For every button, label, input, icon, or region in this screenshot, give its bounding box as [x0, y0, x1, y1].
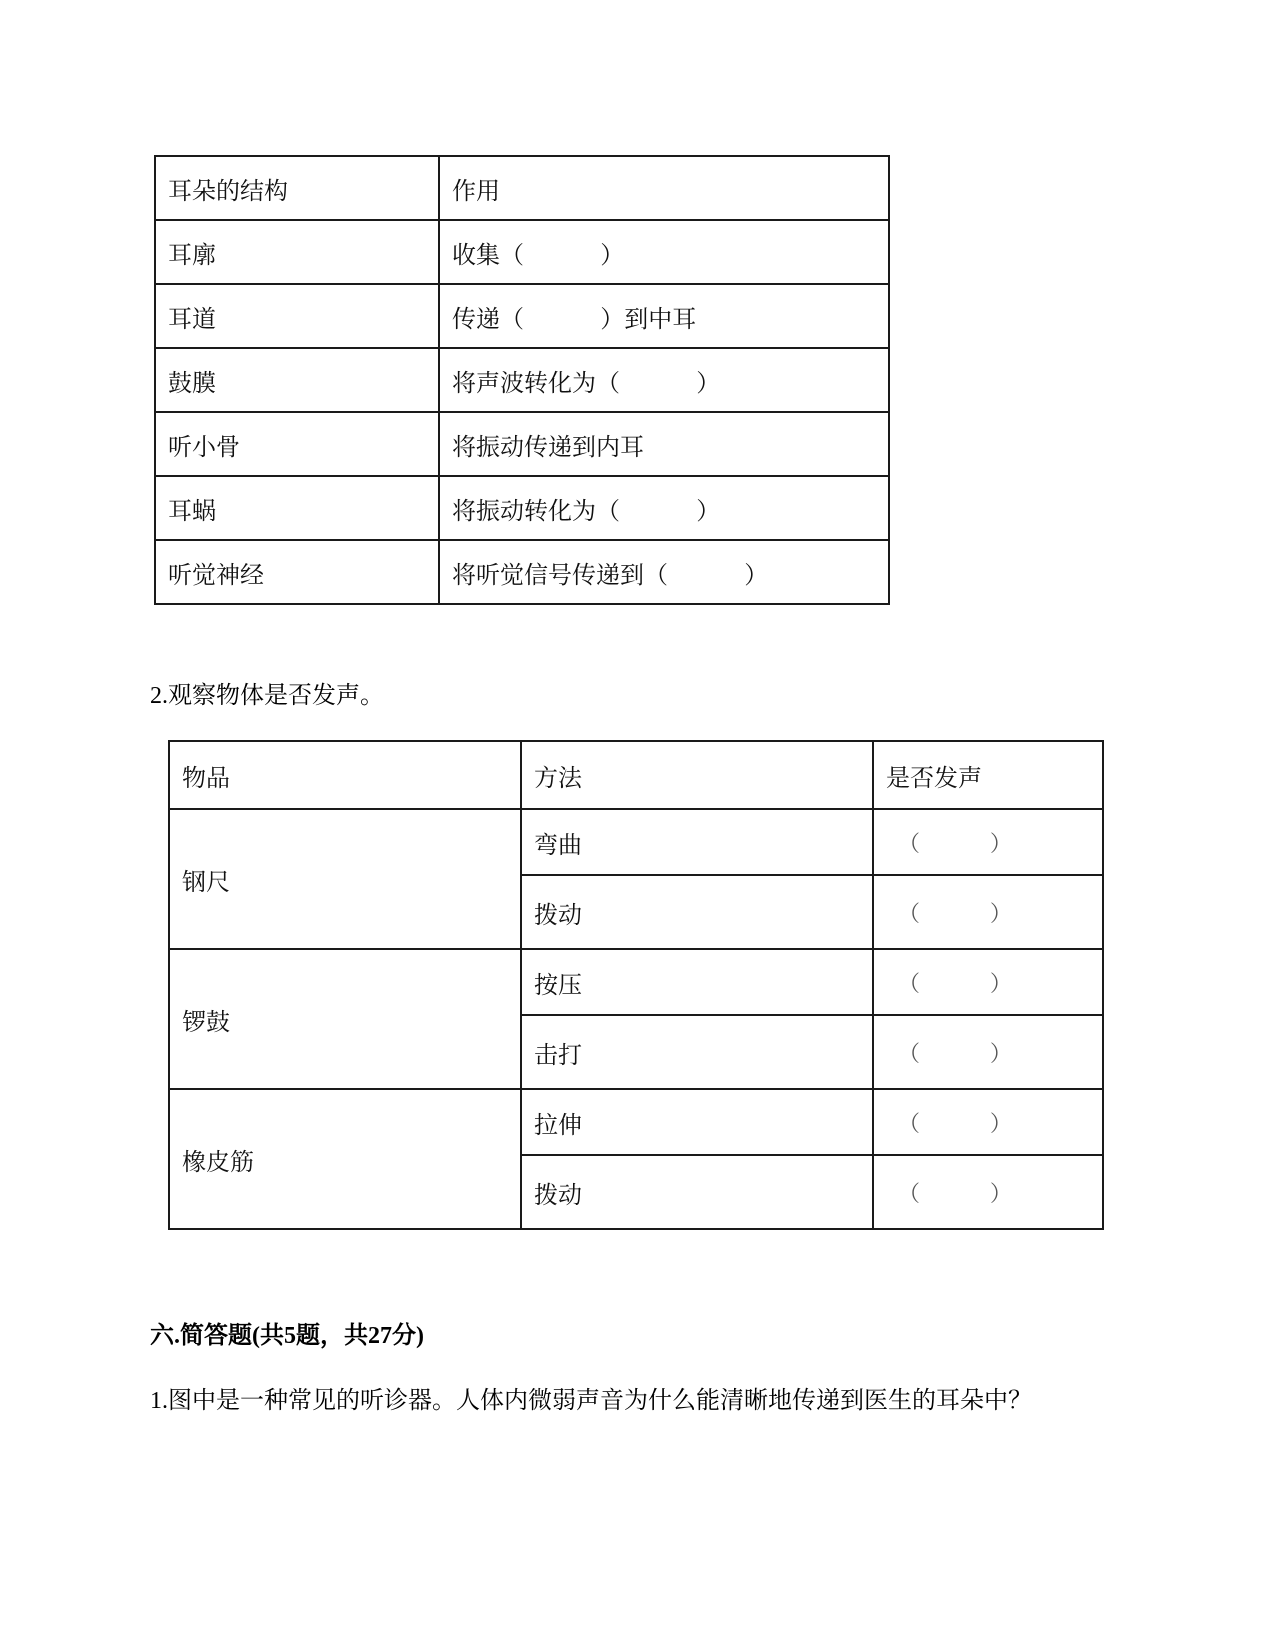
table-row	[155, 284, 889, 348]
function-cell: 收集（ ）	[439, 220, 889, 284]
answer-blank[interactable]: （ ）	[873, 809, 1103, 875]
sound-observation-table	[168, 740, 1104, 1230]
table-row	[169, 1089, 1103, 1155]
function-cell: 将听觉信号传递到（ ）	[439, 540, 889, 604]
header-method: 方法	[521, 741, 873, 809]
method-cell: 击打	[521, 1015, 873, 1089]
header-function: 作用	[439, 156, 889, 220]
section-6-question-1: 1.图中是一种常见的听诊器。人体内微弱声音为什么能清晰地传递到医生的耳朵中？	[150, 1388, 1032, 1414]
header-sounds: 是否发声	[873, 741, 1103, 809]
method-cell: 拉伸	[521, 1089, 873, 1155]
method-cell: 弯曲	[521, 809, 873, 875]
answer-blank[interactable]: （ ）	[873, 1015, 1103, 1089]
item-cell: 锣鼓	[169, 949, 521, 1089]
item-cell: 钢尺	[169, 809, 521, 949]
table-header-row	[155, 156, 889, 220]
structure-cell: 耳道	[155, 284, 439, 348]
structure-cell: 耳蜗	[155, 476, 439, 540]
ear-structure-table	[154, 155, 890, 605]
function-cell: 传递（ ）到中耳	[439, 284, 889, 348]
header-item: 物品	[169, 741, 521, 809]
answer-blank[interactable]: （ ）	[873, 949, 1103, 1015]
function-cell: 将振动转化为（ ）	[439, 476, 889, 540]
table-row	[155, 476, 889, 540]
table-row	[155, 220, 889, 284]
section-6-title: 六.简答题(共5题，共27分)	[150, 1323, 424, 1349]
table-row	[169, 809, 1103, 875]
table-row	[155, 412, 889, 476]
method-cell: 按压	[521, 949, 873, 1015]
item-cell: 橡皮筋	[169, 1089, 521, 1229]
table-row	[169, 949, 1103, 1015]
function-cell: 将声波转化为（ ）	[439, 348, 889, 412]
question-2-text: 2.观察物体是否发声。	[150, 683, 384, 709]
structure-cell: 听觉神经	[155, 540, 439, 604]
method-cell: 拨动	[521, 1155, 873, 1229]
structure-cell: 鼓膜	[155, 348, 439, 412]
structure-cell: 耳廓	[155, 220, 439, 284]
structure-cell: 听小骨	[155, 412, 439, 476]
table-row	[155, 348, 889, 412]
answer-blank[interactable]: （ ）	[873, 1089, 1103, 1155]
function-cell: 将振动传递到内耳	[439, 412, 889, 476]
header-structure: 耳朵的结构	[155, 156, 439, 220]
table-header-row	[169, 741, 1103, 809]
table-row	[155, 540, 889, 604]
answer-blank[interactable]: （ ）	[873, 1155, 1103, 1229]
answer-blank[interactable]: （ ）	[873, 875, 1103, 949]
method-cell: 拨动	[521, 875, 873, 949]
